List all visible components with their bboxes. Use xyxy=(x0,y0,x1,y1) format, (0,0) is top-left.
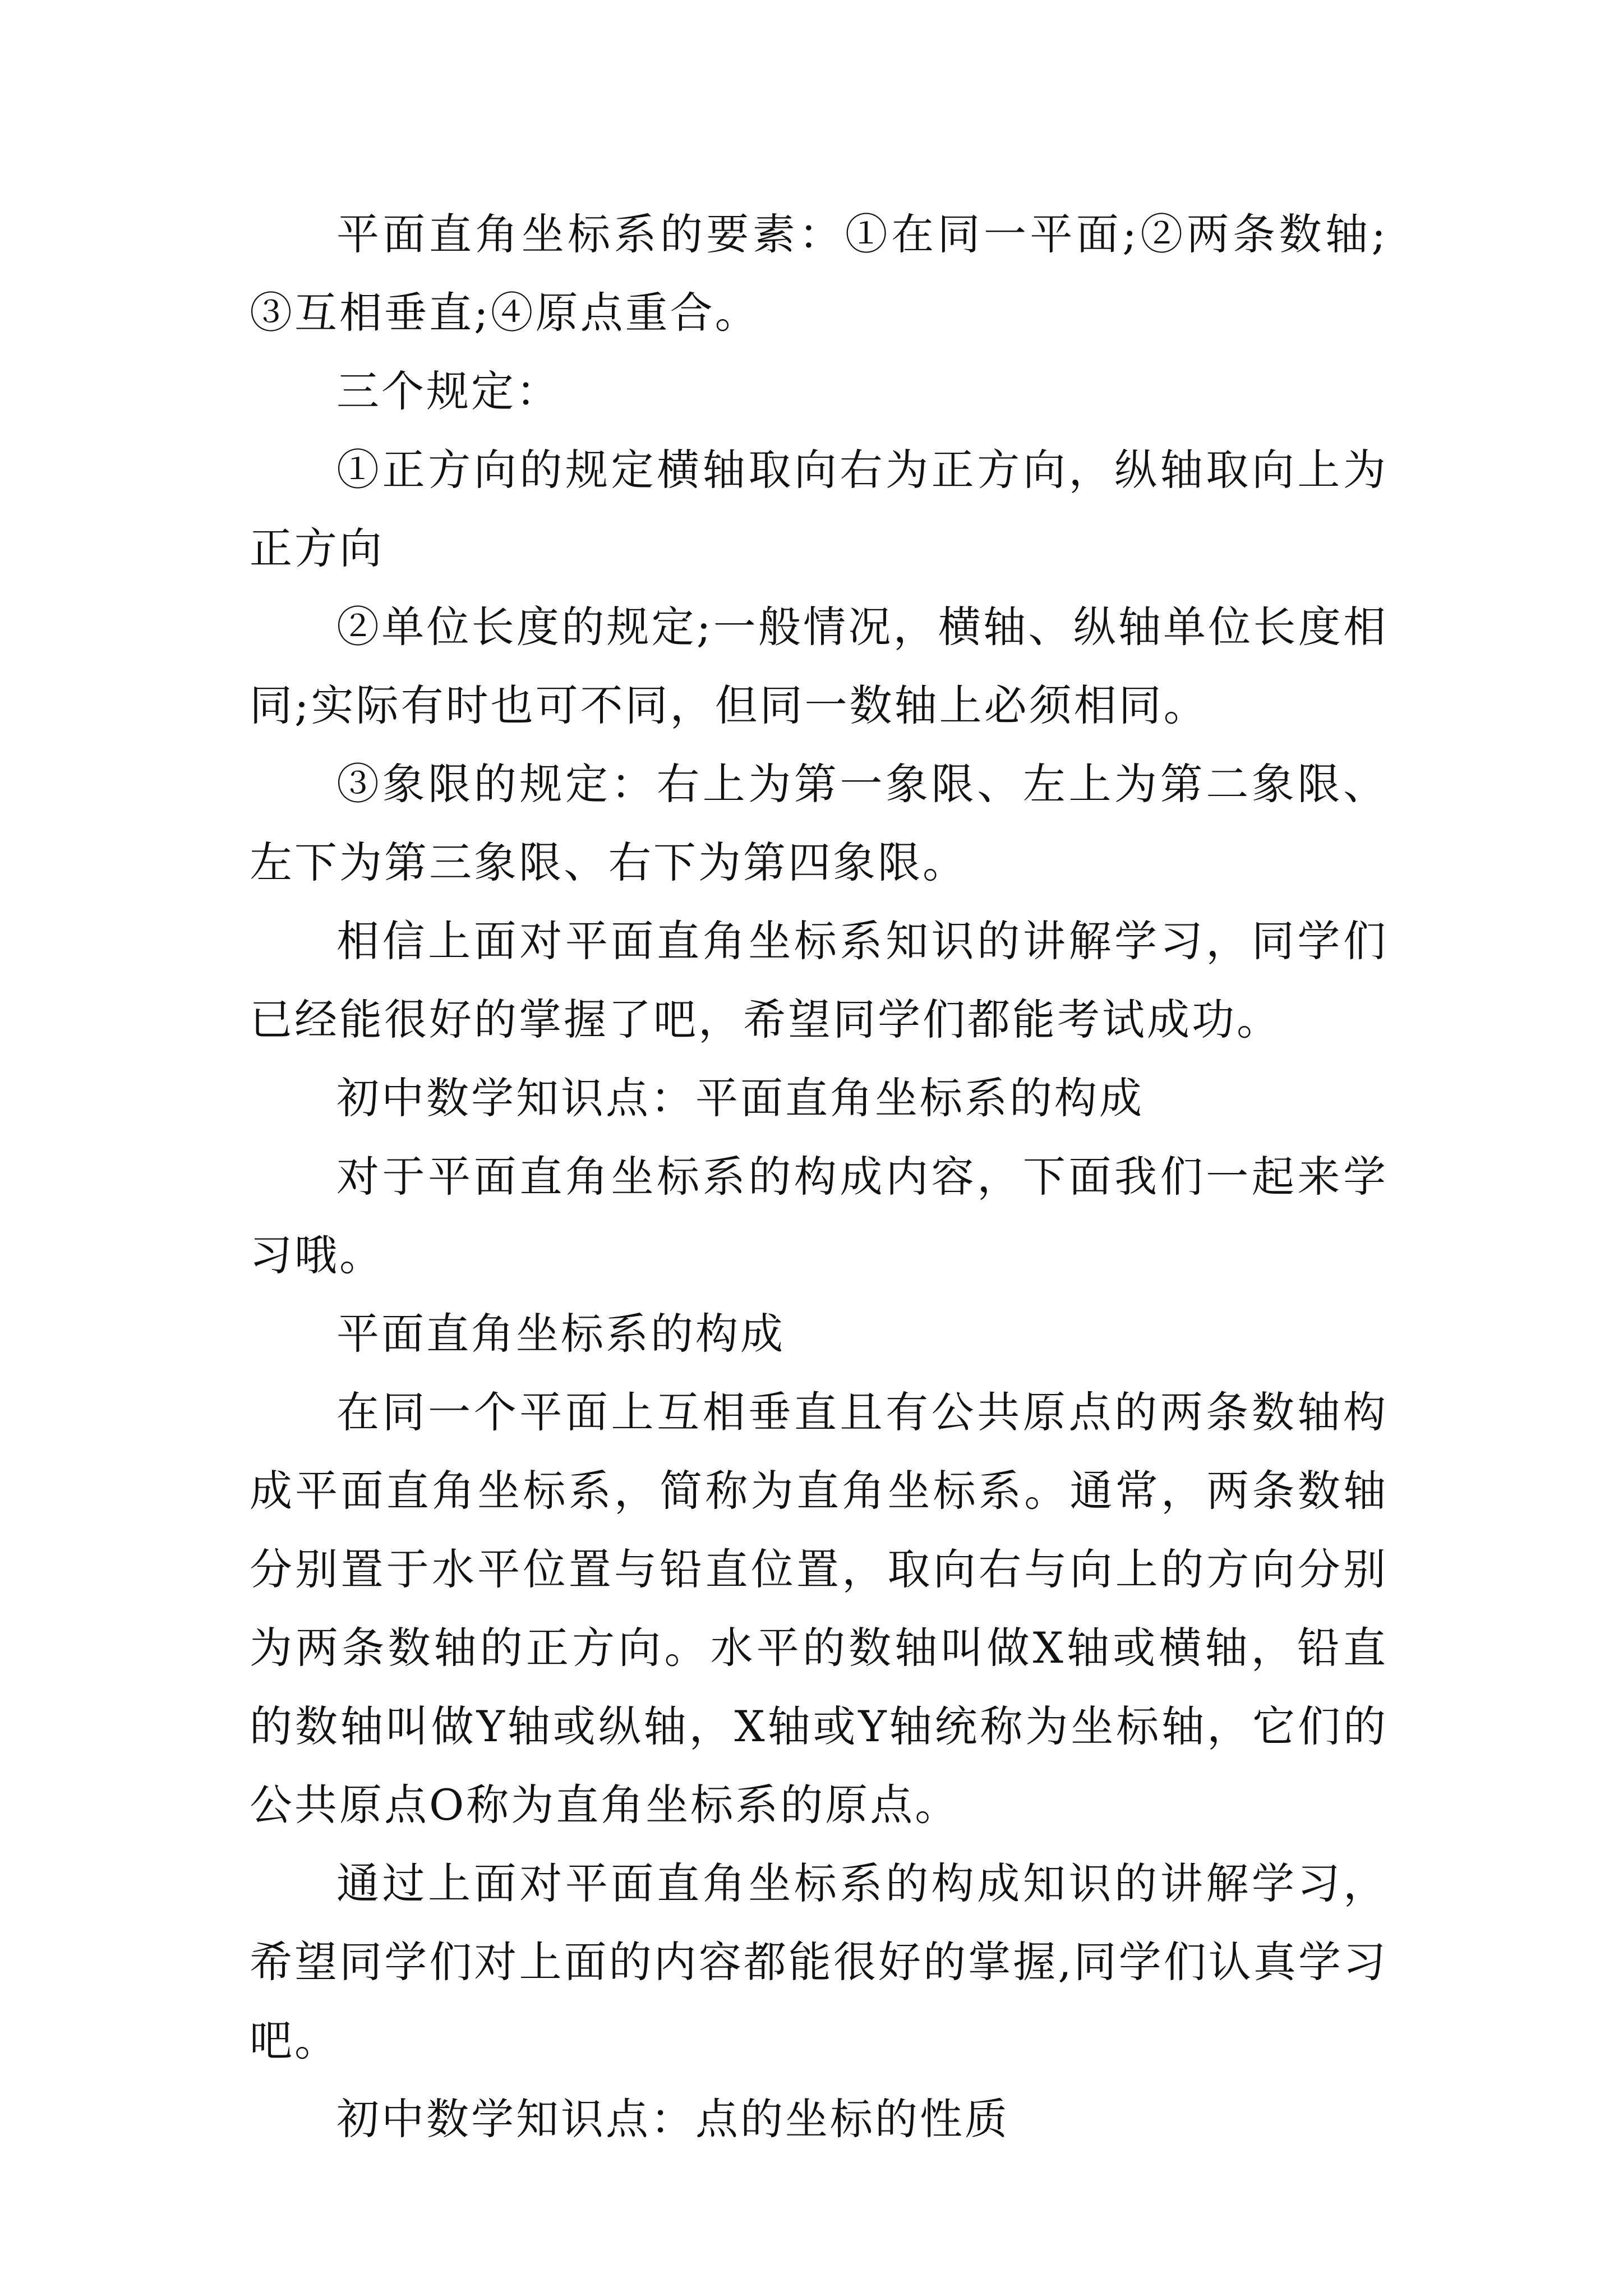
paragraph-rule-unit-length: ②单位长度的规定;一般情况，横轴、纵轴单位长度相同;实际有时也可不同，但同一数轴上必须相同。 xyxy=(250,602,1388,730)
subheading-composition: 平面直角坐标系的构成 xyxy=(336,1309,785,1359)
paragraph-three-rules-heading: 三个规定： xyxy=(336,366,561,416)
paragraph-summary-1: 相信上面对平面直角坐标系知识的讲解学习，同学们已经能很好的掌握了吧，希望同学们都能考试成功。 xyxy=(250,916,1388,1045)
paragraph-summary-2: 通过上面对平面直角坐标系的构成知识的讲解学习，希望同学们对上面的内容都能很好的掌握,同学们认真学习吧。 xyxy=(250,1858,1388,2065)
section-heading-composition: 初中数学知识点：平面直角坐标系的构成 xyxy=(336,1073,1144,1123)
paragraph-elements: 平面直角坐标系的要素：①在同一平面;②两条数轴;③互相垂直;④原点重合。 xyxy=(250,209,1388,338)
paragraph-rule-quadrants: ③象限的规定：右上为第一象限、左上为第二象限、左下为第三象限、右下为第四象限。 xyxy=(250,759,1388,887)
paragraph-composition-body: 在同一个平面上互相垂直且有公共原点的两条数轴构成平面直角坐标系，简称为直角坐标系。通常，两条数轴分别置于水平位置与铅直位置，取向右与向上的方向分别为两条数轴的正方向。水平的数轴叫做X轴或横轴，铅直的数轴叫做Y轴或纵轴，X轴或Y轴统称为坐标轴，它们的公共原点O称为直角坐标系的原点。 xyxy=(250,1387,1388,1830)
paragraph-intro-composition: 对于平面直角坐标系的构成内容，下面我们一起来学习哦。 xyxy=(250,1152,1388,1280)
section-heading-point-coordinates: 初中数学知识点：点的坐标的性质 xyxy=(336,2094,1009,2144)
document-body xyxy=(250,195,1388,2159)
paragraph-rule-direction: ①正方向的规定横轴取向右为正方向，纵轴取向上为正方向 xyxy=(250,445,1388,573)
